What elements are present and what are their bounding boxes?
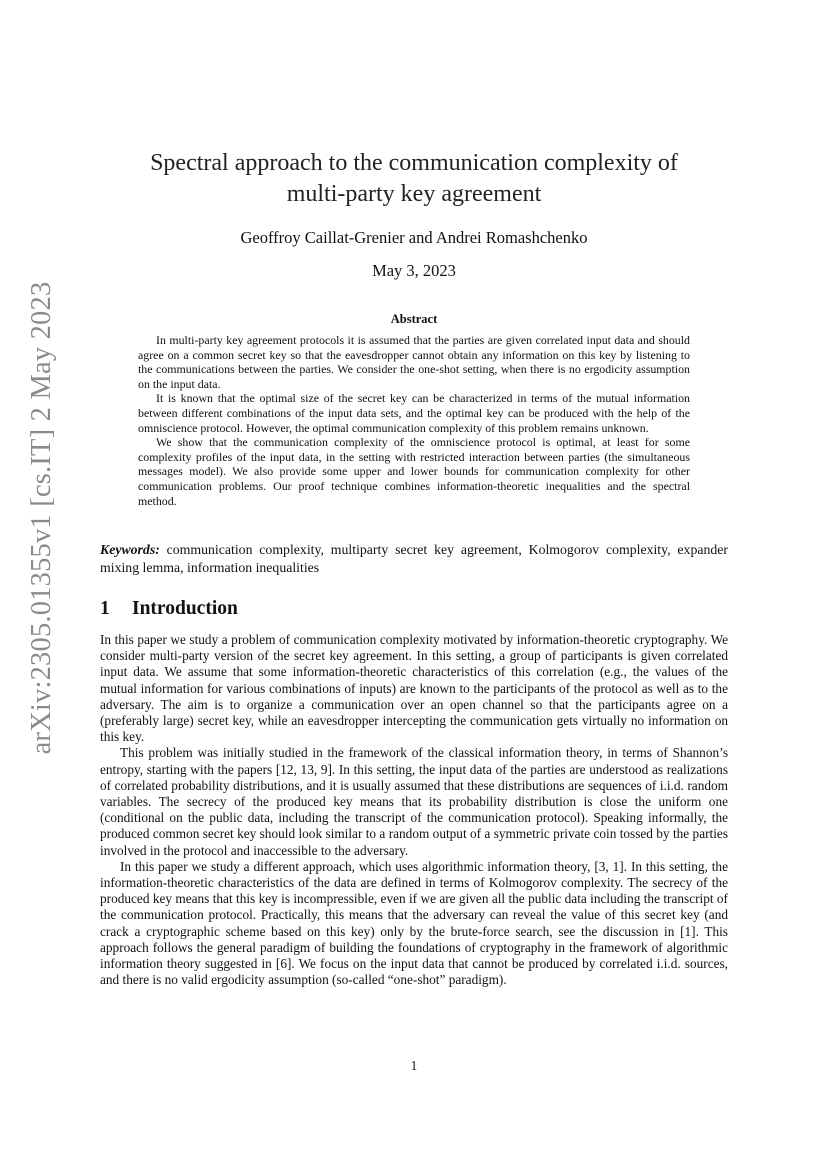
authors: Geoffroy Caillat-Grenier and Andrei Romashchenko xyxy=(240,228,588,247)
paper-title xyxy=(100,148,728,210)
page-number: 1 xyxy=(410,1058,418,1073)
abstract-body xyxy=(138,333,690,508)
date: May 3, 2023 xyxy=(372,261,456,280)
body-paragraph: In this paper we study a problem of communication complexity motivated by information-theoretic cryptography. We consider multi-party version of the secret key agreement. In this setting, a group of participants is given correlated input data. We assume that some information-theoretic characteristics of this correlation (e.g., the values of the mutual information for various combinations of inputs) are known to the participants of the protocol as well as to the adversary. The aim is to organize a communication over an open channel so that the participants agree on a (preferably large) secret key, while an eavesdropper intercepting the communication gets virtually no information on this key. xyxy=(100,632,728,745)
arxiv-identifier-stamp: arXiv:2305.01355v1 [cs.IT] 2 May 2023 xyxy=(26,281,57,755)
keywords-text: communication complexity, multiparty secret key agreement, Kolmogorov complexity, expander mixing lemma, information inequalities xyxy=(100,542,728,575)
body-paragraph: This problem was initially studied in the framework of the classical information theory, in terms of Shannon’s entropy, starting with the papers [12, 13, 9]. In this setting, the input data of the parties are understood as realizations of correlated probability distributions, and it is usually assumed that these distributions are sequences of i.i.d. random variables. The secrecy of the produced key means that its probability distribution is close the uniform one (conditional on the public data, including the transcript of the communication protocol). Speaking informally, the produced common secret key should look similar to a random output of a symmetric private coin tossed by the parties involved in the protocol and inaccessible to the adversary. xyxy=(100,745,728,858)
body-paragraph: In this paper we study a different approach, which uses algorithmic information theory, [3, 1]. In this setting, the information-theoretic characteristics of the data are defined in terms of Kolmogorov complexity. The secrecy of the produced key means that this key is incompressible, even if we are given all the public data including the transcript of the communication protocol. Practically, this means that the adversary can reveal the value of this secret key (and crack a cryptographic scheme based on this key) only by the brute-force search, see the discussion in [1]. This approach follows the general paradigm of building the foundations of cryptography in the framework of algorithmic information theory suggested in [6]. We focus on the input data that cannot be produced by correlated i.i.d. sources, and there is no valid ergodicity assumption (so-called “one-shot” paradigm). xyxy=(100,858,728,988)
section-heading xyxy=(100,597,728,621)
abstract-paragraph: We show that the communication complexity of the omniscience protocol is optimal, at least for some complexity profiles of the input data, in the setting with restricted interaction between parties (the simultaneous messages model). We also provide some upper and lower bounds for communication complexity for other communication problems. Our proof technique combines information-theoretic inequalities and the spectral method. xyxy=(138,435,690,508)
section-title: Introduction xyxy=(132,598,238,619)
title-line-2: multi-party key agreement xyxy=(286,181,542,207)
abstract-heading: Abstract xyxy=(390,312,438,326)
keywords-label: Keywords: xyxy=(100,542,160,557)
section-number: 1 xyxy=(100,598,110,619)
title-line-1: Spectral approach to the communication complexity of xyxy=(150,150,678,176)
paper-page xyxy=(100,0,728,1169)
abstract-paragraph: It is known that the optimal size of the secret key can be characterized in terms of the mutual information between different combinations of the input data sets, and the optimal key can be produced with the help of the omniscience protocol. However, the optimal communication complexity of this problem remains unknown. xyxy=(138,391,690,435)
keywords xyxy=(100,541,728,576)
section-body xyxy=(100,632,728,988)
abstract-paragraph: In multi-party key agreement protocols it is assumed that the parties are given correlated input data and should agree on a common secret key so that the eavesdropper cannot obtain any information on this key by listening to the communications between the parties. We consider the one-shot setting, when there is no ergodicity assumption on the input data. xyxy=(138,333,690,391)
